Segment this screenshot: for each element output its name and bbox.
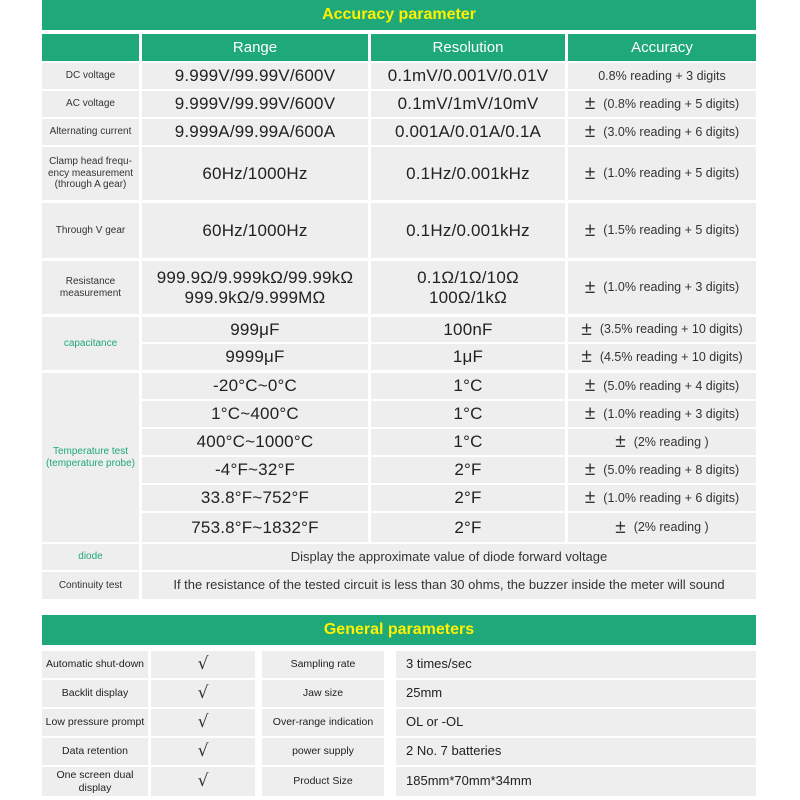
- accuracy-ac-voltage: [568, 91, 756, 117]
- row-label-resistance: [42, 261, 139, 314]
- accuracy-text: (3.0% reading + 6 digits): [603, 124, 740, 139]
- resolution-temperature-1: 1°C: [371, 373, 565, 399]
- accuracy-capacitance-2: [568, 344, 756, 370]
- check-icon: √: [151, 767, 255, 796]
- resolution-capacitance-1: 100nF: [371, 317, 565, 342]
- spec-label-power-supply: power supply: [262, 738, 384, 765]
- resolution-resistance: [371, 261, 565, 314]
- check-icon: √: [151, 680, 255, 707]
- accuracy-temperature-1: [568, 373, 756, 399]
- row-label-through-v-gear: Through V gear: [42, 203, 139, 258]
- range-capacitance-2: 9999μF: [142, 344, 368, 370]
- spec-label-sampling-rate: Sampling rate: [262, 651, 384, 678]
- resolution-temperature-6: 2°F: [371, 513, 565, 542]
- label-line: Resistance: [65, 276, 116, 287]
- accuracy-temperature-3: [568, 429, 756, 455]
- diode-description: Display the approximate value of diode forward voltage: [142, 544, 756, 570]
- resolution-dc-voltage: 0.1mV/0.001V/0.01V: [371, 63, 565, 89]
- range-temperature-2: 1°C~400°C: [142, 401, 368, 427]
- accuracy-text: (1.0% reading + 3 digits): [603, 406, 740, 421]
- accuracy-text: (1.0% reading + 3 digits): [603, 280, 740, 295]
- accuracy-dc-voltage: [568, 63, 756, 89]
- plus-minus-symbol: ±: [584, 403, 596, 425]
- accuracy-text: (1.0% reading + 5 digits): [603, 166, 740, 181]
- row-label-alternating-current: Alternating current: [42, 119, 139, 145]
- header-accuracy: Accuracy: [568, 34, 756, 61]
- row-label-capacitance: capacitance: [42, 317, 139, 370]
- check-icon: √: [151, 709, 255, 736]
- plus-minus-symbol: ±: [584, 93, 596, 115]
- feature-backlit-display: Backlit display: [42, 680, 148, 707]
- plus-minus-symbol: ±: [584, 162, 596, 184]
- spec-label-product-size: Product Size: [262, 767, 384, 796]
- header-resolution: Resolution: [371, 34, 565, 61]
- row-label-temperature: [42, 373, 139, 542]
- resolution-temperature-2: 1°C: [371, 401, 565, 427]
- spec-value-jaw-size: 25mm: [396, 680, 756, 707]
- range-temperature-6: 753.8°F~1832°F: [142, 513, 368, 542]
- resolution-temperature-5: 2°F: [371, 485, 565, 511]
- accuracy-text: (1.5% reading + 5 digits): [603, 223, 740, 238]
- check-icon: √: [151, 738, 255, 765]
- feature-one-screen-dual-display: One screen dual display: [42, 767, 148, 796]
- row-label-diode: diode: [42, 544, 139, 570]
- range-alternating-current: 9.999A/99.99A/600A: [142, 119, 368, 145]
- spec-value-sampling-rate: 3 times/sec: [396, 651, 756, 678]
- accuracy-temperature-6: [568, 513, 756, 542]
- spec-label-over-range-indication: Over-range indication: [262, 709, 384, 736]
- row-label-clamp-frequency: [42, 147, 139, 200]
- range-through-v-gear: 60Hz/1000Hz: [142, 203, 368, 258]
- range-line: 999.9kΩ/9.999MΩ: [184, 287, 326, 307]
- plus-minus-symbol: ±: [584, 487, 596, 509]
- plus-minus-symbol: ±: [581, 318, 592, 340]
- header-range: Range: [142, 34, 368, 61]
- spec-value-over-range-indication: OL or -OL: [396, 709, 756, 736]
- accuracy-text: (4.5% reading + 10 digits): [599, 349, 743, 364]
- accuracy-clamp-frequency: [568, 147, 756, 200]
- accuracy-text: (5.0% reading + 4 digits): [603, 378, 740, 393]
- resolution-ac-voltage: 0.1mV/1mV/10mV: [371, 91, 565, 117]
- resolution-clamp-frequency: 0.1Hz/0.001kHz: [371, 147, 565, 200]
- plus-minus-symbol: ±: [584, 219, 596, 241]
- accuracy-alternating-current: [568, 119, 756, 145]
- accuracy-through-v-gear: [568, 203, 756, 258]
- accuracy-text: (3.5% reading + 10 digits): [599, 322, 743, 337]
- accuracy-temperature-4: [568, 457, 756, 483]
- spec-label-jaw-size: Jaw size: [262, 680, 384, 707]
- row-label-continuity-test: Continuity test: [42, 572, 139, 599]
- resolution-temperature-3: 1°C: [371, 429, 565, 455]
- range-clamp-frequency: 60Hz/1000Hz: [142, 147, 368, 200]
- resolution-through-v-gear: 0.1Hz/0.001kHz: [371, 203, 565, 258]
- plus-minus-symbol: ±: [615, 431, 626, 453]
- spec-value-power-supply: 2 No. 7 batteries: [396, 738, 756, 765]
- header-blank: [42, 34, 139, 61]
- plus-minus-symbol: ±: [584, 459, 596, 481]
- resolution-alternating-current: 0.001A/0.01A/0.1A: [371, 119, 565, 145]
- label-line: measurement: [59, 287, 122, 299]
- range-temperature-4: -4°F~32°F: [142, 457, 368, 483]
- row-label-ac-voltage: AC voltage: [42, 91, 139, 117]
- plus-minus-symbol: ±: [584, 375, 596, 397]
- feature-low-pressure-prompt: Low pressure prompt: [42, 709, 148, 736]
- accuracy-parameter-title: Accuracy parameter: [42, 0, 756, 30]
- accuracy-text: (2% reading ): [633, 520, 709, 535]
- plus-minus-symbol: ±: [584, 121, 596, 143]
- feature-automatic-shut-down: Automatic shut-down: [42, 651, 148, 678]
- range-temperature-3: 400°C~1000°C: [142, 429, 368, 455]
- check-icon: √: [151, 651, 255, 678]
- row-label-dc-voltage: DC voltage: [42, 63, 139, 89]
- resolution-line: 0.1Ω/1Ω/10Ω: [417, 267, 519, 287]
- range-resistance: [142, 261, 368, 314]
- accuracy-resistance: [568, 261, 756, 314]
- range-temperature-5: 33.8°F~752°F: [142, 485, 368, 511]
- label-line: (through A gear): [54, 179, 127, 191]
- label-line: Clamp head frequ-: [49, 156, 132, 168]
- label-line: Temperature test: [52, 446, 129, 457]
- accuracy-text: (1.0% reading + 6 digits): [603, 490, 740, 505]
- accuracy-capacitance-1: [568, 317, 756, 342]
- accuracy-text: 0.8% reading + 3 digits: [598, 68, 726, 83]
- accuracy-text: (0.8% reading + 5 digits): [603, 96, 740, 111]
- plus-minus-symbol: ±: [615, 516, 626, 538]
- continuity-description: If the resistance of the tested circuit is less than 30 ohms, the buzzer inside the meter will sound: [142, 572, 756, 599]
- label-line: (temperature probe): [46, 457, 135, 469]
- plus-minus-symbol: ±: [584, 276, 596, 298]
- feature-data-retention: Data retention: [42, 738, 148, 765]
- range-dc-voltage: 9.999V/99.99V/600V: [142, 63, 368, 89]
- range-line: 999.9Ω/9.999kΩ/99.99kΩ: [156, 267, 354, 287]
- plus-minus-symbol: ±: [581, 346, 592, 368]
- range-ac-voltage: 9.999V/99.99V/600V: [142, 91, 368, 117]
- range-capacitance-1: 999μF: [142, 317, 368, 342]
- range-temperature-1: -20°C~0°C: [142, 373, 368, 399]
- accuracy-text: (5.0% reading + 8 digits): [603, 462, 740, 477]
- label-line: ency measurement: [47, 167, 134, 179]
- accuracy-text: (2% reading ): [633, 434, 709, 449]
- resolution-line: 100Ω/1kΩ: [428, 287, 508, 307]
- general-parameters-title: General parameters: [42, 615, 756, 645]
- spec-value-product-size: 185mm*70mm*34mm: [396, 767, 756, 796]
- accuracy-temperature-2: [568, 401, 756, 427]
- accuracy-temperature-5: [568, 485, 756, 511]
- resolution-temperature-4: 2°F: [371, 457, 565, 483]
- resolution-capacitance-2: 1μF: [371, 344, 565, 370]
